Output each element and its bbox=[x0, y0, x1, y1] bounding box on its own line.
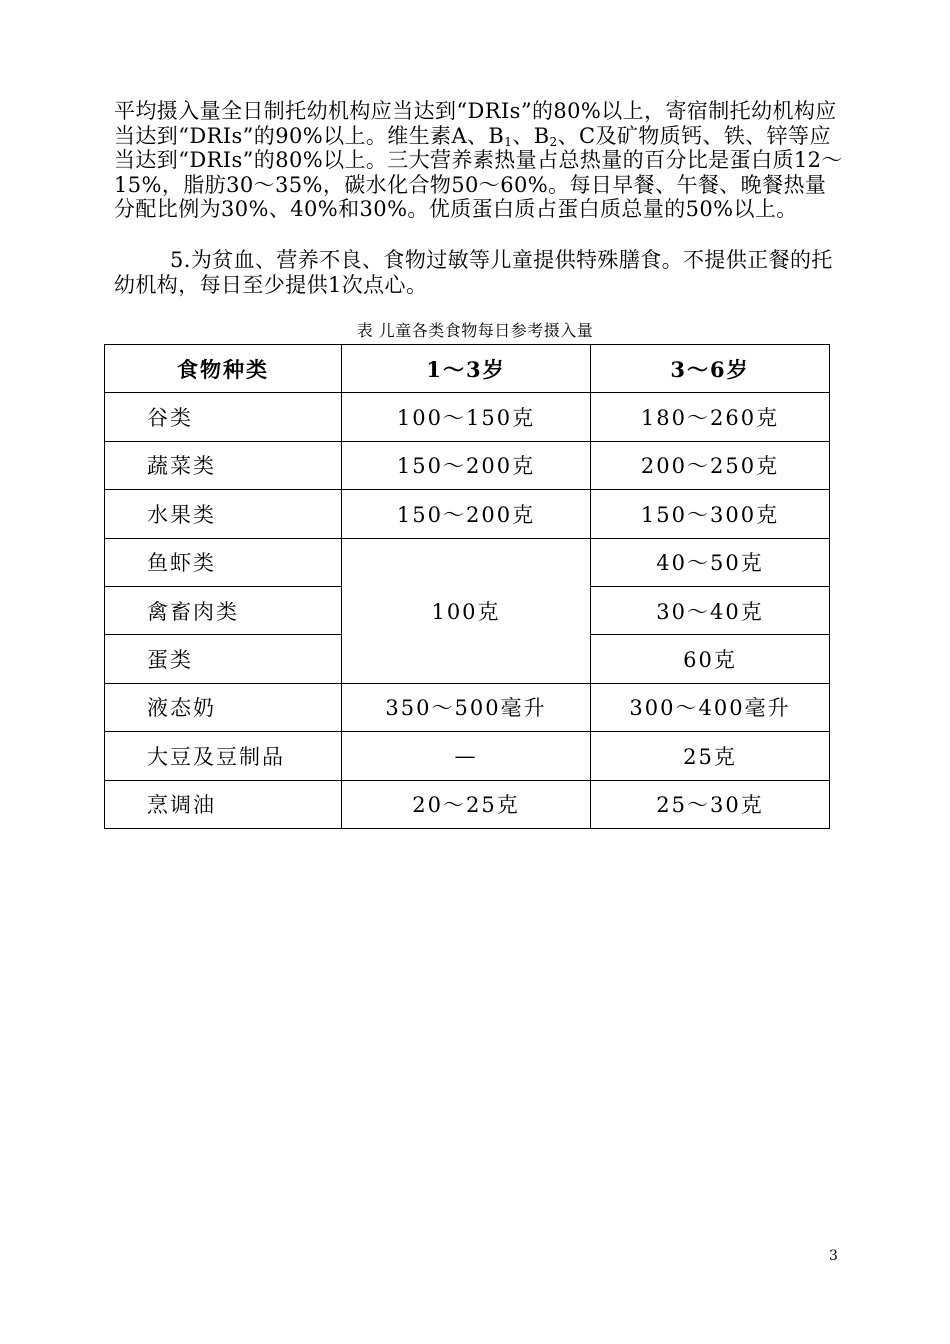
food-cell: 烹调油 bbox=[105, 780, 342, 828]
food-cell: 蔬菜类 bbox=[105, 441, 342, 489]
food-cell: 鱼虾类 bbox=[105, 538, 342, 586]
paragraph-text: 平均摄入量全日制托幼机构应当达到“DRIs”的80%以上，寄宿制托幼机构应当达到“DRIs”的90%以上。维生素A、B bbox=[114, 99, 837, 148]
table-row bbox=[105, 393, 830, 441]
age-1-3-cell: 20～25克 bbox=[342, 780, 591, 828]
table-row bbox=[105, 780, 830, 828]
table-row bbox=[105, 441, 830, 489]
food-cell: 水果类 bbox=[105, 490, 342, 538]
age-1-3-cell: 350～500毫升 bbox=[342, 683, 591, 731]
age-1-3-cell: 150～200克 bbox=[342, 490, 591, 538]
age-3-6-cell: 200～250克 bbox=[591, 441, 830, 489]
age-1-3-cell: — bbox=[342, 732, 591, 780]
paragraph-text: 、B bbox=[512, 123, 550, 148]
table-row bbox=[105, 538, 830, 586]
food-cell: 禽畜肉类 bbox=[105, 586, 342, 634]
age-3-6-cell: 300～400毫升 bbox=[591, 683, 830, 731]
table-row bbox=[105, 490, 830, 538]
food-cell: 蛋类 bbox=[105, 635, 342, 683]
column-header-age-1-3: 1～3岁 bbox=[342, 345, 591, 393]
page-number: 3 bbox=[829, 1248, 838, 1264]
table-caption: 表 儿童各类食物每日参考摄入量 bbox=[356, 321, 594, 340]
age-3-6-cell: 40～50克 bbox=[591, 538, 830, 586]
food-cell: 大豆及豆制品 bbox=[105, 732, 342, 780]
age-1-3-cell: 100～150克 bbox=[342, 393, 591, 441]
food-intake-table bbox=[104, 344, 830, 829]
age-1-3-merged-cell: 100克 bbox=[342, 538, 591, 683]
age-3-6-cell: 60克 bbox=[591, 635, 830, 683]
age-3-6-cell: 25克 bbox=[591, 732, 830, 780]
age-1-3-cell: 150～200克 bbox=[342, 441, 591, 489]
column-header-food: 食物种类 bbox=[105, 345, 342, 393]
subscript: 2 bbox=[549, 134, 558, 149]
table-row bbox=[105, 732, 830, 780]
table-row bbox=[105, 683, 830, 731]
subscript: 1 bbox=[504, 134, 513, 149]
age-3-6-cell: 25～30克 bbox=[591, 780, 830, 828]
food-cell: 谷类 bbox=[105, 393, 342, 441]
food-cell: 液态奶 bbox=[105, 683, 342, 731]
age-3-6-cell: 180～260克 bbox=[591, 393, 830, 441]
age-3-6-cell: 150～300克 bbox=[591, 490, 830, 538]
body-paragraph bbox=[114, 99, 844, 222]
age-3-6-cell: 30～40克 bbox=[591, 586, 830, 634]
column-header-age-3-6: 3～6岁 bbox=[591, 345, 830, 393]
table-header-row bbox=[105, 345, 830, 393]
paragraph-text: 、C及矿物质钙、铁、锌等应当达到“DRIs”的80%以上。三大营养素热量占总热量的百分比是蛋白质12～15%，脂肪30～35%，碳水化合物50～60%。每日早餐、午餐、晚餐热量分配比例为30%、40%和30%。优质蛋白质占蛋白质总量的50%以上。 bbox=[114, 123, 843, 222]
body-paragraph-item-5: 5.为贫血、营养不良、食物过敏等儿童提供特殊膳食。不提供正餐的托幼机构，每日至少提供1次点心。 bbox=[114, 248, 833, 297]
